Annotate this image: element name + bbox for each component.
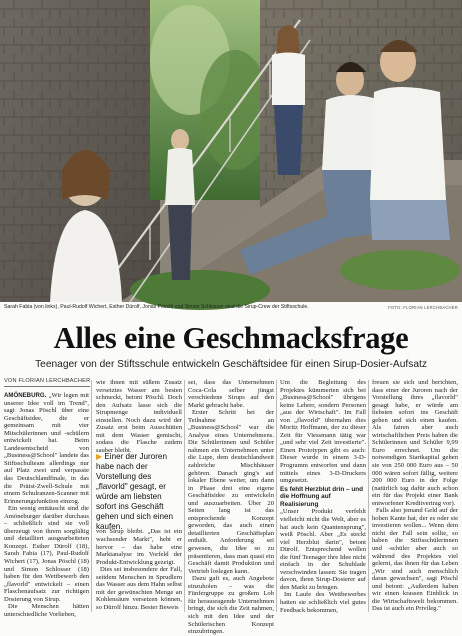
paragraph: Falls also jemand Geld auf der hohen Kante hat, der es oder sie investieren wollen... Wenn dem nicht der Fall sein sollte, so haben die Stiftsschülerinnen und -schüler aber auch so während des Projektes viel gelernt, das ihnen für das Leben „Wir sind auch menschlich daran gewachsen", sagt Pöschl und betont: „Außerdem haben wir einen krassen Einblick in die Wirtschaftswelt bekommen. Das ist auch ein Privileg." [372,507,458,613]
dateline: AMÖNEBURG. [4,392,47,399]
paragraph: freuen sie sich und berichten, dass einer der Juroren nach der Vorstellung ihres „flavorld" gesagt habe, er würde am liebsten sofort ins Geschäft gehen und sich einen kaufen. Als fairen aber auch wirtschaftlichen Preis haben die Schülerinnen und Schüler 9,99 Euro errechnet. Um die notwendigen Startkapital gehen sie von 250 000 Euro aus – 50 000 wären sofort fällig, weitere 200 000 Euro in der Folge (natürlich tag dafür auch schon ein für das Projekt einer Bank entworfener Kreditvertrag vor). [372,379,458,507]
paragraph-text: „Wir legen mit unserer Idee voll im Trend", sagt Jonas Pöschl über eine Geschäftsidee, die er gemeinsam mit vier Mitschülerinnen und -schülern entwickelt hat. Beim Landesentscheid von „Business@School" landete das Stiftsschulteam allerdings nur auf Platz zwei und verpasste das Deutschlandfinale, in das die Präist-Zwell-Schule mit einem Schulranzen-Scanner mit Erinnerungsfunktion einzog. [4,392,89,505]
paragraph: sei, dass das Unternehmen Coca-Cola selber jüngst verschiedene Sirups auf den Markt gebracht habe. [188,379,274,409]
photo-credit: FOTO: FLORIAN LERCHBACHER [388,305,458,310]
article-subheadline: Teenager von der Stiftsschule entwickeln Geschäftsidee für einen Sirup-Dosier-Aufsatz [35,359,427,370]
paragraph: Die Menschen hätten unterschiedliche Vorlieben, [4,603,89,618]
paragraph: Dazu gaft es, auch Angebote einzuholen – was die Fünfergruppe zu großem Lob für herausragende Unternehmen bringt, die sich die Zeit nahmen, sich mit den Idee und der Schülerischen Konzept einzubringen. [188,575,274,636]
article-column-1 [4,392,89,618]
paragraph [4,392,89,505]
paragraph: Dies sei insbesondere der Fall, seitdem Menschen in Sprudlern das Wasser aus dem Hahn selbst mit der gewünschten Menge an Kohlensäure versetzen können, so Dürolf hinzu. Bester Beweis [96,566,182,611]
article-column-3 [188,379,274,636]
column-divider [276,380,277,612]
paragraph: wie ihnen mit süßem Zusatz versetztes Wasser am besten schmeckt, betont Pöschl. Doch den Aufsatz lasse sich die Sirupmenge individuell einstellen. Noch dazu wird der Zusatz erst beim Ausschütten mit dem Wasser gemischt, sodass die Flasche zudem sauber bleibt. [96,379,182,454]
author-byline: VON FLORIAN LERCHBACHER [4,378,91,384]
subheading: Es fehlt Herzblut drin – und die Hoffnung auf Realisierung [280,485,364,508]
paragraph: von Sirup bleibt. „Das ist ein wachsender Markt", hebt er hervor – das habe eine Marktanalyse im Vorfeld der Produkt-Entwicklung gezeigt. [96,528,182,566]
paragraph: Im Laufe des Wettbewerbes hatten sie schließlich viel gutes Feedback bekommen, [280,591,366,614]
column-divider [91,380,92,612]
article-headline: Alles eine Geschmacksfrage [53,321,409,355]
paragraph: „Unser Produkt verfehlt vielleicht nicht die Welt, aber es hat auch kein Quantensprung", weiß Pöschl. Aber „Es steckt viel Herzblut darin", betont Dürolf. Entsprechend wollen die fünf Teenager ihre Idee nicht einfach in der Schublade verschwinden lassen: Sie tragen davon, ihren Sirup-Dosierer auf den Markt zu bringen. [280,508,367,591]
article-column-5 [372,379,458,612]
byline-rule [4,386,90,387]
paragraph: Ein wenig enttäuscht sind die Amöneburger darüber durchaus – schließlich sind sie voll überzeugt von ihrem sorgfältig und detailliert ausgearbeiteten Konzept. Esther Dürolf (18), Sarah Fabia (17), Paul-Rudolf Wichert (17), Jonas Pöschl (18) und Simon Schlosser (18) haben für den Wettbewerb den „flavorld" entwickelt – einen Flaschenaufsatz zur richtigen Dosierung von Sirup. [4,505,89,603]
pull-quote-text: Einer der Juroren habe nach der Vorstellung des „flavorld" gesagt, er würde am liebsten sofort ins Geschäft gehen und sich einen kaufen. [96,452,173,531]
column-divider [368,380,369,612]
article-photo [0,0,462,302]
column-divider [184,380,185,612]
pull-quote [96,452,182,531]
article-column-4 [280,379,366,612]
paragraph: Um die Begleitung des Projektes kümmerten sich bei „Business@School" übrigens keine Lehrer, sondern Personen „aus der Wirtschaft". Im Fall von „flavorld" übernahm dies Moritz Hoffmann, der zu dieser Zeit für Viessmann tätig war „und sehr viel Zeit investierte". Einen Prototypen gibt es auch: Dieser wurde in einem 3-D-Programm entworfen und dann mittels eines 3-D-Druckers umgesetzt. [280,379,366,485]
paragraph: Erster Schritt bei der Teilnahme an „Business@School" war die Analyse eines Unternehmens. Die Schülerinnen und Schüler nahmen ein Unternehmen unter die Lupe, dem deutschlandweit zahlreiche Mischhäuser gehören. Danach ging's auf lokaler Ebene weiter, um dann in Phase drei eine eigene Geschäftsidee zu entwickeln und auszuarbeiten. Über 20 Seiten lang ist das entsprechende Konzept geworden, das auch einen detaillierten Geschäftsplan enthält. Anforderung sei gewesen, die Idee so zu präsentieren, dass man quasi ein Geschäft damit Produktion und Vertrieb loslegen kann. [188,409,274,575]
triangle-bullet-icon: ▶ [96,452,103,461]
photo-caption: Sarah Fabia (von links), Paul-Rudolf Wichert, Esther Dürolf, Jonas Pöschl und Simon Schlosser sind die Sirup-Crew der Stiftsschule. [4,304,309,310]
